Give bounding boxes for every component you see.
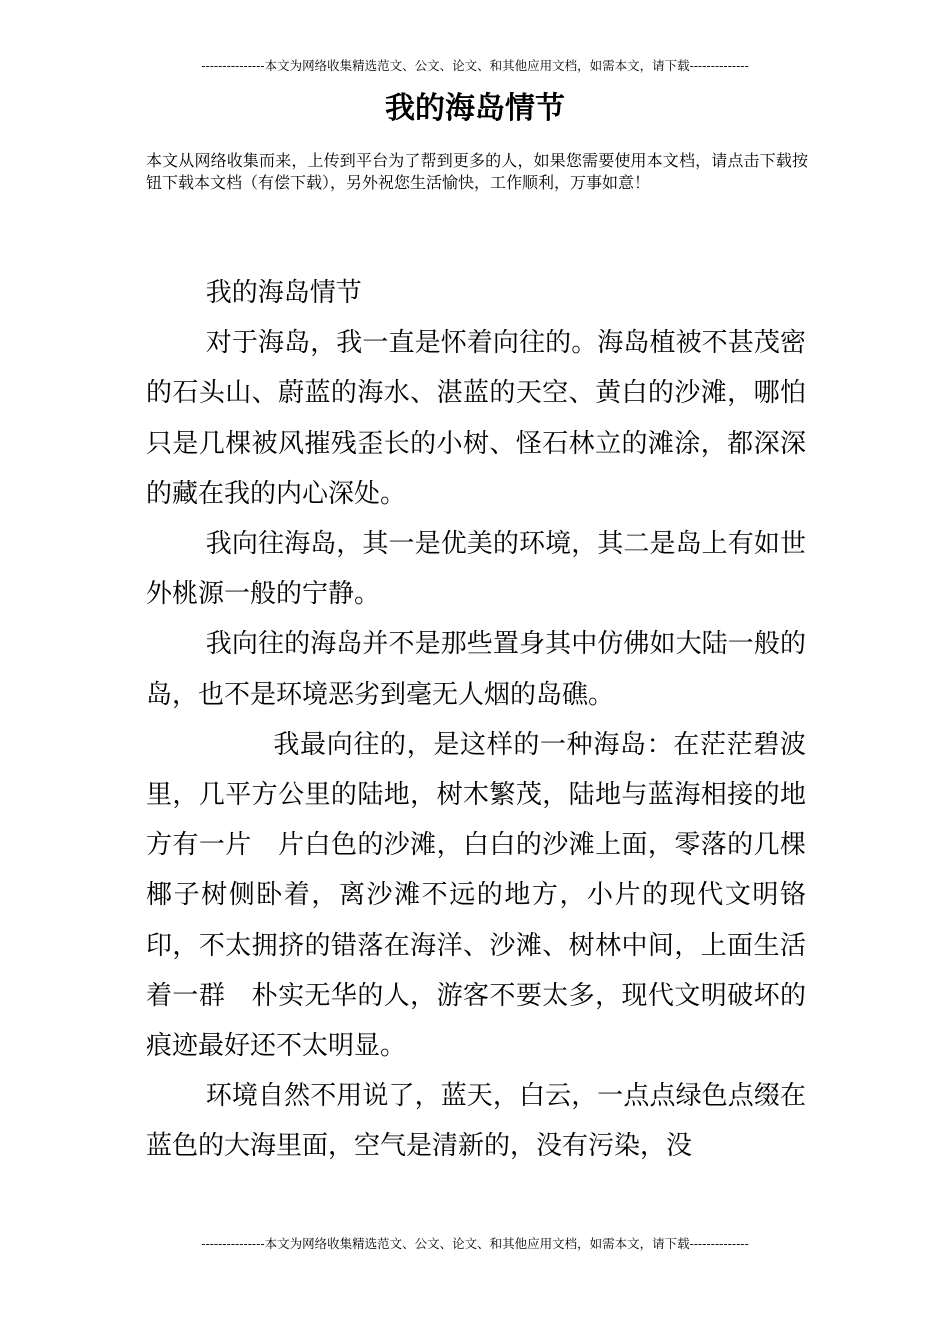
article-paragraph: 我最向往的，是这样的一种海岛：在茫茫碧波里，几平方公里的陆地，树木繁茂，陆地与蓝海相接的地方有一片 片白色的沙滩，白白的沙滩上面，零落的几棵椰子树侧卧着，离沙滩不远的地方，小片的现代文明铬印，不太拥挤的错落在海洋、沙滩、树林中间，上面生活着一群 朴实无华的人，游客不要太多，现代文明破坏的痕迹最好还不太明显。 [146,729,806,1062]
download-notice: 本文从网络收集而来，上传到平台为了帮到更多的人，如果您需要使用本文档，请点击下载按钮下载本文档（有偿下载），另外祝您生活愉快，工作顺利，万事如意！ [146,151,808,192]
article-paragraph: 我向往海岛，其一是优美的环境，其二是岛上有如世外桃源一般的宁静。 [146,529,806,610]
article-paragraph: 环境自然不用说了，蓝天，白云，一点点绿色点缀在蓝色的大海里面，空气是清新的，没有污染，没 [146,1081,806,1162]
article-subtitle: 我的海岛情节 [205,278,362,308]
page-footer: ---------------本文为网络收集精选范文、公文、论文、和其他应用文档，如需本文，请下载-------------- [201,1236,749,1251]
page-header: ---------------本文为网络收集精选范文、公文、论文、和其他应用文档，如需本文，请下载-------------- [201,58,749,73]
article-body [146,268,806,1172]
document-title: 我的海岛情节 [385,91,565,126]
article-paragraph: 对于海岛，我一直是怀着向往的。海岛植被不甚茂密的石头山、蔚蓝的海水、湛蓝的天空、黄白的沙滩，哪怕只是几棵被风摧残歪长的小树、怪石林立的滩涂，都深深的藏在我的内心深处。 [146,328,806,509]
article-paragraph: 我向往的海岛并不是那些置身其中仿佛如大陆一般的岛，也不是环境恶劣到毫无人烟的岛礁。 [146,629,806,710]
